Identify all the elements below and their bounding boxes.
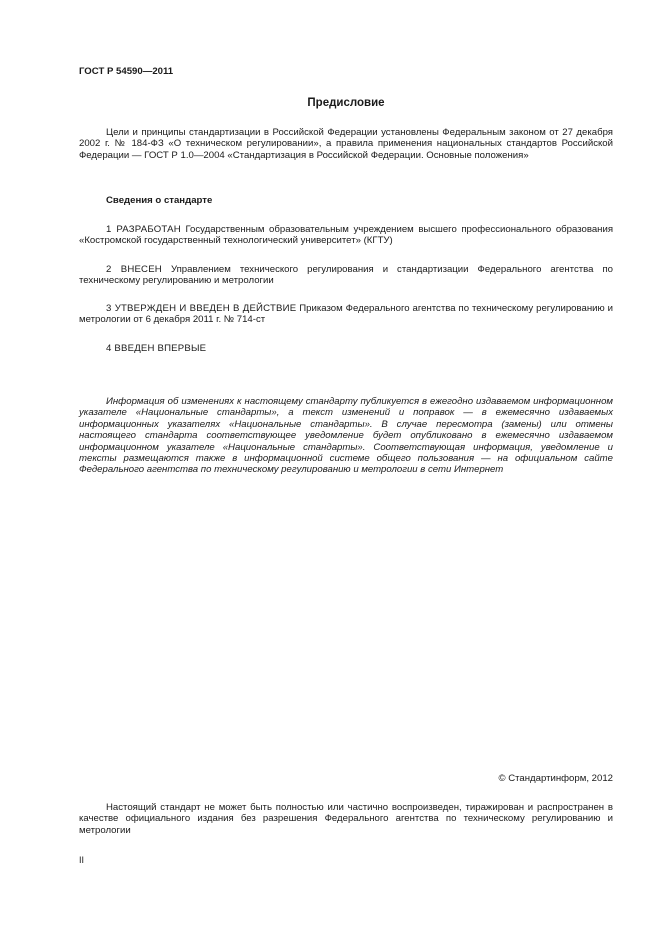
item-3 [79,303,613,326]
changes-info-paragraph: Информация об изменениях к настоящему стандарту публикуется в ежегодно издаваемом информационном указателе «Национальные стандарты», а текст изменений и поправок — в ежемесячно издаваемых информационных указателях «Национальные стандарты». В случае пересмотра (замены) или отмены настоящего стандарта соответствующее уведомление будет опубликовано в ежемесячно издаваемом информационном указателе «Национальные стандарты». Соответствующая информация, уведомление и тексты размещаются также в информационной системе общего пользования — на официальном сайте Федерального агентства по техническому регулированию и метрологии в сети Интернет [79,396,613,476]
item-3-label: 3 УТВЕРЖДЕН И ВВЕДЕН В ДЕЙСТВИЕ [106,303,297,314]
item-2 [79,264,613,287]
page-number: II [79,855,85,865]
reproduction-notice: Настоящий стандарт не может быть полностью или частично воспроизведен, тиражирован и распространен в качестве официального издания без разрешения Федерального агентства по техническому регулированию и метрологии [79,802,613,836]
item-2-text: Управлением технического регулирования и стандартизации Федерального агентства по техническому регулированию и метрологии [79,264,613,287]
copyright-line: © Стандартинформ, 2012 [498,773,613,784]
item-4-label: 4 ВВЕДЕН ВПЕРВЫЕ [106,343,207,354]
item-2-label: 2 ВНЕСЕН [106,264,162,275]
page-title: Предисловие [307,97,385,109]
item-1-label: 1 РАЗРАБОТАН [106,224,181,235]
item-1 [79,224,613,247]
item-3-text: Приказом Федерального агентства по техническому регулированию и метрологии от 6 декабря 2011 г. № 714-ст [79,303,613,326]
item-1-text: Государственным образовательным учреждением высшего профессионального образования «Костромской государственный технологический университет» (КГТУ) [79,224,614,247]
document-code: ГОСТ Р 54590—2011 [79,66,174,77]
intro-paragraph: Цели и принципы стандартизации в Российской Федерации установлены Федеральным законом от 27 декабря 2002 г. № 184-ФЗ «О техническом регулировании», а правила применения национальных стандартов Российской Федерации — ГОСТ Р 1.0—2004 «Стандартизация в Российской Федерации. Основные положения» [79,127,613,161]
info-heading: Сведения о стандарте [106,195,213,206]
item-4 [79,343,613,354]
